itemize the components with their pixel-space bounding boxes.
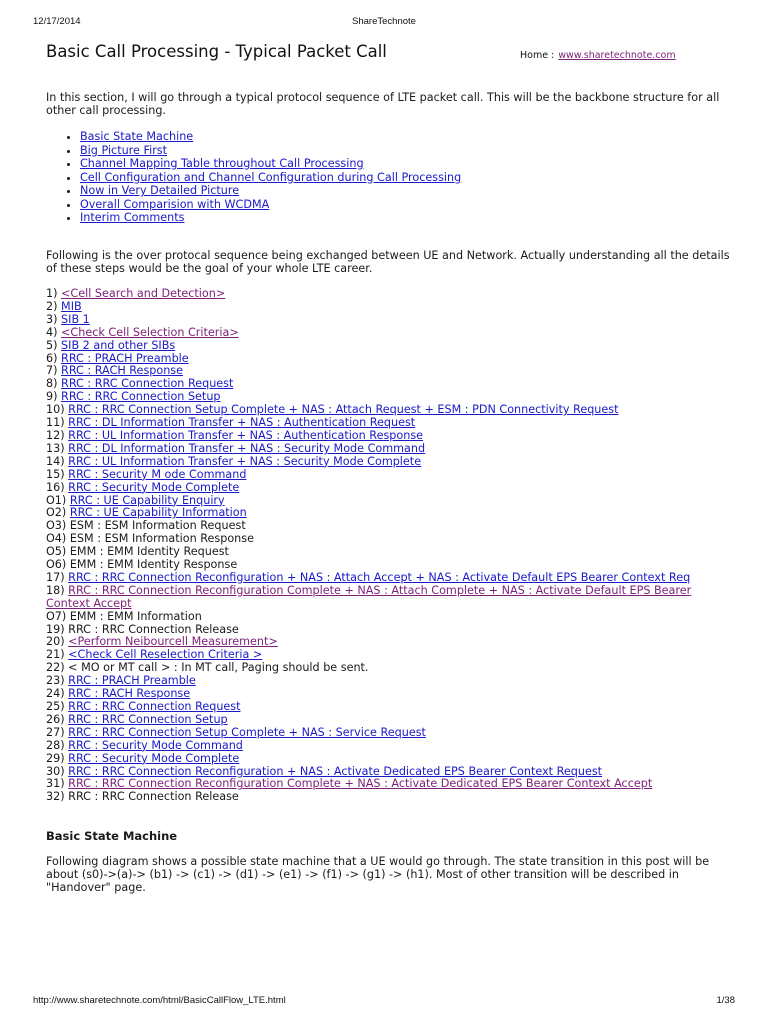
toc-link[interactable]: Cell Configuration and Channel Configuration during Call Processing — [80, 170, 462, 184]
step-link[interactable]: MIB — [61, 299, 82, 313]
step-link[interactable]: <Perform Neibourcell Measurement> — [68, 635, 278, 649]
sequence-intro-paragraph: Following is the over protocal sequence being exchanged between UE and Network. Actually understanding all the details of these steps would be the goal of your whole LTE career. — [46, 249, 730, 275]
step-number: 15) — [46, 467, 65, 481]
step-text: EMM : EMM Identity Request — [69, 545, 229, 559]
step-link[interactable]: RRC : Security Mode Complete — [68, 751, 240, 765]
step-number: 20) — [46, 635, 65, 649]
print-footer — [0, 995, 768, 1009]
step-link[interactable]: RRC : RRC Connection Reconfiguration + NAS : Activate Dedicated EPS Bearer Context Request — [68, 764, 603, 778]
step-text: ESM : ESM Information Response — [69, 532, 254, 546]
toc-item — [80, 144, 461, 158]
toc-item — [80, 184, 461, 198]
intro-paragraph: In this section, I will go through a typical protocol sequence of LTE packet call. This will be the backbone structure for all other call processing. — [46, 91, 720, 117]
step-number: 12) — [46, 428, 65, 442]
toc-item — [80, 130, 461, 144]
step-link[interactable]: RRC : UE Capability Enquiry — [69, 493, 225, 507]
step-link[interactable]: RRC : UL Information Transfer + NAS : Security Mode Complete — [68, 454, 422, 468]
step-text: < MO or MT call > : In MT call, Paging should be sent. — [68, 661, 369, 675]
step-number: 23) — [46, 674, 65, 688]
step-text: EMM : EMM Identity Response — [69, 558, 238, 572]
print-url: http://www.sharetechnote.com/html/BasicCallFlow_LTE.html — [33, 995, 286, 1006]
step-link[interactable]: RRC : RRC Connection Reconfiguration Complete + NAS : Activate Dedicated EPS Bearer Context Accept — [68, 777, 653, 791]
step-number: 32) — [46, 790, 65, 804]
step-number: 1) — [46, 287, 58, 300]
step-number: O5) — [46, 545, 67, 559]
toc-link[interactable]: Interim Comments — [80, 211, 185, 224]
step-link[interactable]: <Cell Search and Detection> — [61, 287, 226, 300]
step-number: O7) — [46, 609, 67, 623]
step-number: 11) — [46, 416, 65, 430]
step-number: 24) — [46, 687, 65, 701]
step-number: 30) — [46, 764, 65, 778]
sequence-step — [46, 301, 726, 314]
print-date: 12/17/2014 — [33, 16, 81, 27]
step-number: 8) — [46, 377, 58, 391]
step-number: 27) — [46, 725, 65, 739]
step-text: RRC : RRC Connection Release — [68, 790, 239, 804]
step-number: O3) — [46, 519, 67, 533]
step-link[interactable]: RRC : RRC Connection Setup — [61, 390, 221, 404]
step-link[interactable]: RRC : RRC Connection Setup — [68, 712, 228, 726]
step-number: 18) — [46, 583, 65, 597]
step-link[interactable]: RRC : PRACH Preamble — [61, 351, 189, 365]
toc-item — [80, 157, 461, 171]
step-link[interactable]: RRC : DL Information Transfer + NAS : Security Mode Command — [68, 441, 426, 455]
toc-item — [80, 211, 461, 225]
toc-link[interactable]: Channel Mapping Table throughout Call Processing — [80, 157, 364, 170]
step-number: 19) — [46, 622, 65, 636]
step-link[interactable]: RRC : RRC Connection Setup Complete + NAS : Attach Request + ESM : PDN Connectivity Request — [68, 403, 619, 417]
home-link[interactable]: www.sharetechnote.com — [558, 50, 676, 61]
step-link[interactable]: RRC : RRC Connection Setup Complete + NAS : Service Request — [68, 725, 426, 739]
print-page-number: 1/38 — [716, 995, 735, 1006]
toc-item — [80, 198, 461, 212]
step-number: O4) — [46, 532, 67, 546]
step-number: 13) — [46, 441, 65, 455]
step-number: 14) — [46, 454, 65, 468]
step-number: 22) — [46, 661, 65, 675]
home-link-area — [520, 50, 676, 61]
step-link[interactable]: <Check Cell Selection Criteria> — [61, 325, 239, 339]
step-link[interactable]: RRC : PRACH Preamble — [68, 674, 196, 688]
protocol-sequence-list — [46, 288, 726, 804]
print-site-title: ShareTechnote — [352, 16, 416, 27]
sequence-step — [46, 791, 726, 804]
home-label: Home : — [520, 50, 555, 61]
step-number: 6) — [46, 351, 58, 365]
sequence-step — [46, 288, 726, 301]
step-link[interactable]: RRC : RRC Connection Request — [61, 377, 234, 391]
toc-link[interactable]: Big Picture First — [80, 143, 168, 157]
step-link[interactable]: RRC : UE Capability Information — [69, 506, 247, 520]
step-number: 5) — [46, 338, 58, 352]
step-number: 10) — [46, 403, 65, 417]
step-text: EMM : EMM Information — [69, 609, 202, 623]
step-number: 9) — [46, 390, 58, 404]
state-machine-paragraph: Following diagram shows a possible state machine that a UE would go through. The state transition in this post will be about (s0)->(a)-> (b1) -> (c1) -> (d1) -> (e1) -> (f1) -> (g1) -> (h1). Most of other transition will be described in "Handover" page. — [46, 855, 710, 894]
step-number: 16) — [46, 480, 65, 494]
step-number: 25) — [46, 700, 65, 713]
step-number: 2) — [46, 299, 58, 313]
step-link[interactable]: RRC : RACH Response — [61, 364, 184, 378]
step-link[interactable]: RRC : Security Mode Complete — [68, 480, 240, 494]
step-link[interactable]: RRC : RRC Connection Reconfiguration Complete + NAS : Attach Complete + NAS : Activate Default EPS Bearer Context Accept — [46, 583, 692, 610]
step-link[interactable]: RRC : RRC Connection Request — [68, 700, 241, 713]
step-link[interactable]: RRC : RACH Response — [68, 687, 191, 701]
page-title: Basic Call Processing - Typical Packet Call — [46, 42, 387, 61]
toc-link[interactable]: Overall Comparision with WCDMA — [80, 197, 270, 211]
toc-link[interactable]: Basic State Machine — [80, 130, 194, 143]
step-link[interactable]: RRC : UL Information Transfer + NAS : Authentication Response — [68, 428, 424, 442]
step-text: ESM : ESM Information Request — [69, 519, 246, 533]
step-link[interactable]: <Check Cell Reselection Criteria > — [68, 648, 263, 662]
step-number: 31) — [46, 777, 65, 791]
step-number: O2) — [46, 506, 67, 520]
step-number: 26) — [46, 712, 65, 726]
print-header — [0, 16, 768, 30]
step-link[interactable]: RRC : RRC Connection Reconfiguration + NAS : Attach Accept + NAS : Activate Default EPS Bearer Context Req — [68, 570, 691, 584]
sequence-step — [46, 585, 726, 611]
toc-item — [80, 171, 461, 185]
step-number: 4) — [46, 325, 58, 339]
step-link[interactable]: RRC : DL Information Transfer + NAS : Authentication Request — [68, 416, 416, 430]
step-text: RRC : RRC Connection Release — [68, 622, 239, 636]
section-heading-basic-state-machine: Basic State Machine — [46, 829, 178, 843]
step-link[interactable]: RRC : Security M ode Command — [68, 467, 247, 481]
step-number: 21) — [46, 648, 65, 662]
table-of-contents — [62, 130, 461, 225]
step-number: 29) — [46, 751, 65, 765]
step-number: 17) — [46, 570, 65, 584]
toc-link[interactable]: Now in Very Detailed Picture — [80, 184, 240, 197]
step-link[interactable]: SIB 2 and other SIBs — [61, 338, 176, 352]
step-link[interactable]: SIB 1 — [61, 312, 90, 326]
step-number: O6) — [46, 558, 67, 572]
step-number: O1) — [46, 493, 67, 507]
step-link[interactable]: RRC : Security Mode Command — [68, 738, 243, 752]
step-number: 7) — [46, 364, 58, 378]
step-number: 28) — [46, 738, 65, 752]
step-number: 3) — [46, 312, 58, 326]
